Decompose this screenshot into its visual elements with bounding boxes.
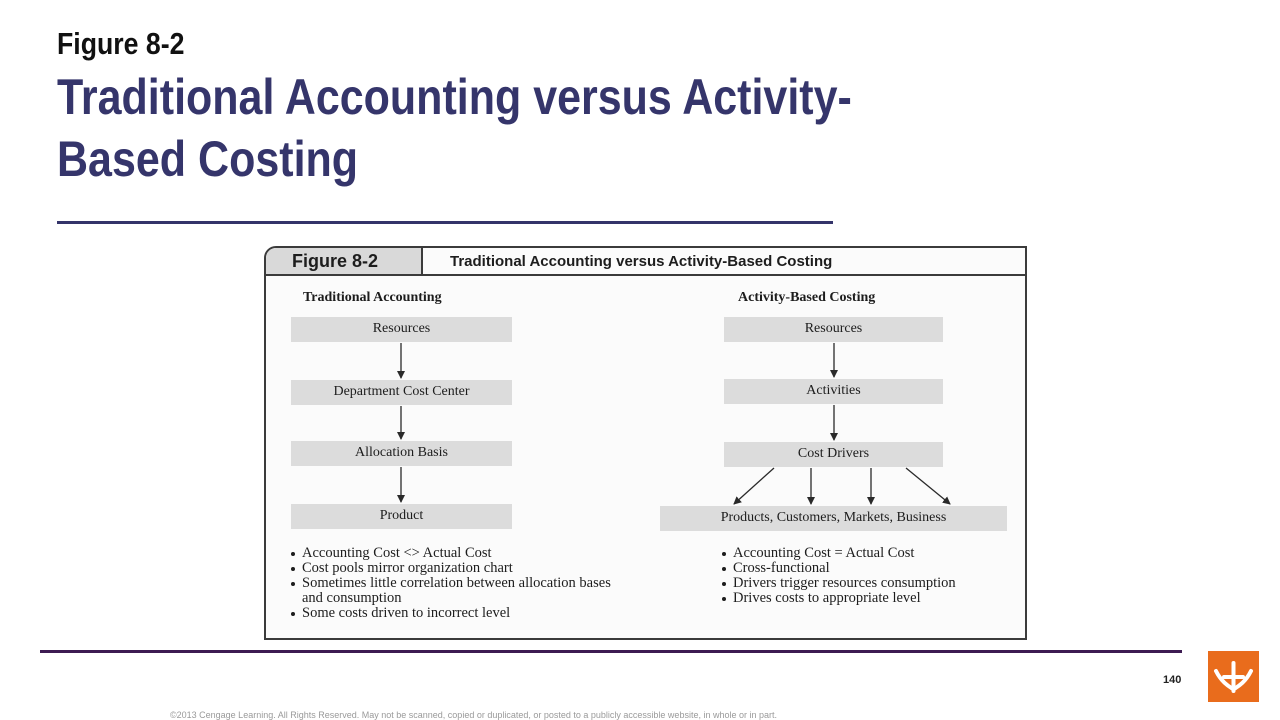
traditional-bullets <box>289 546 619 621</box>
list-item: Drives costs to appropriate level <box>720 591 1010 606</box>
abc-arrow-6 <box>906 468 950 504</box>
list-item: Drivers trigger resources consumption <box>720 576 1010 591</box>
publisher-logo <box>1208 651 1259 702</box>
slide-title: Traditional Accounting versus Activity-Based Costing <box>57 69 852 187</box>
title-underline <box>57 221 833 224</box>
list-item: Sometimes little correlation between allocation bases and consumption <box>289 576 619 606</box>
abc-heading: Activity-Based Costing <box>738 290 876 305</box>
footer-rule <box>40 650 1182 653</box>
list-item: Accounting Cost = Actual Cost <box>720 546 1010 561</box>
trad-node-department-cost-center: Department Cost Center <box>291 380 512 405</box>
trad-node-resources: Resources <box>291 317 512 342</box>
abc-node-resources: Resources <box>724 317 943 342</box>
copyright-notice: ©2013 Cengage Learning. All Rights Reserved. May not be scanned, copied or duplicated, or posted to a publicly accessible website, in whole or in part. <box>170 710 777 720</box>
figure-tab-label: Figure 8-2 <box>266 248 423 274</box>
abc-node-products-customers-markets-business: Products, Customers, Markets, Business <box>660 506 1007 531</box>
cengage-logo-icon <box>1208 651 1259 702</box>
list-item: Some costs driven to incorrect level <box>289 606 619 621</box>
figure-header-title: Traditional Accounting versus Activity-Based Costing <box>450 253 833 270</box>
abc-node-activities: Activities <box>724 379 943 404</box>
trad-node-allocation-basis: Allocation Basis <box>291 441 512 466</box>
figure-diagram <box>264 246 1027 640</box>
list-item: Cross-functional <box>720 561 1010 576</box>
abc-arrow-3 <box>734 468 774 504</box>
trad-node-product: Product <box>291 504 512 529</box>
abc-bullets <box>720 546 1010 606</box>
figure-label: Figure 8-2 <box>57 26 185 61</box>
traditional-heading: Traditional Accounting <box>303 290 442 305</box>
list-item: Accounting Cost <> Actual Cost <box>289 546 619 561</box>
list-item: Cost pools mirror organization chart <box>289 561 619 576</box>
abc-node-cost-drivers: Cost Drivers <box>724 442 943 467</box>
page-number: 140 <box>1163 674 1182 686</box>
